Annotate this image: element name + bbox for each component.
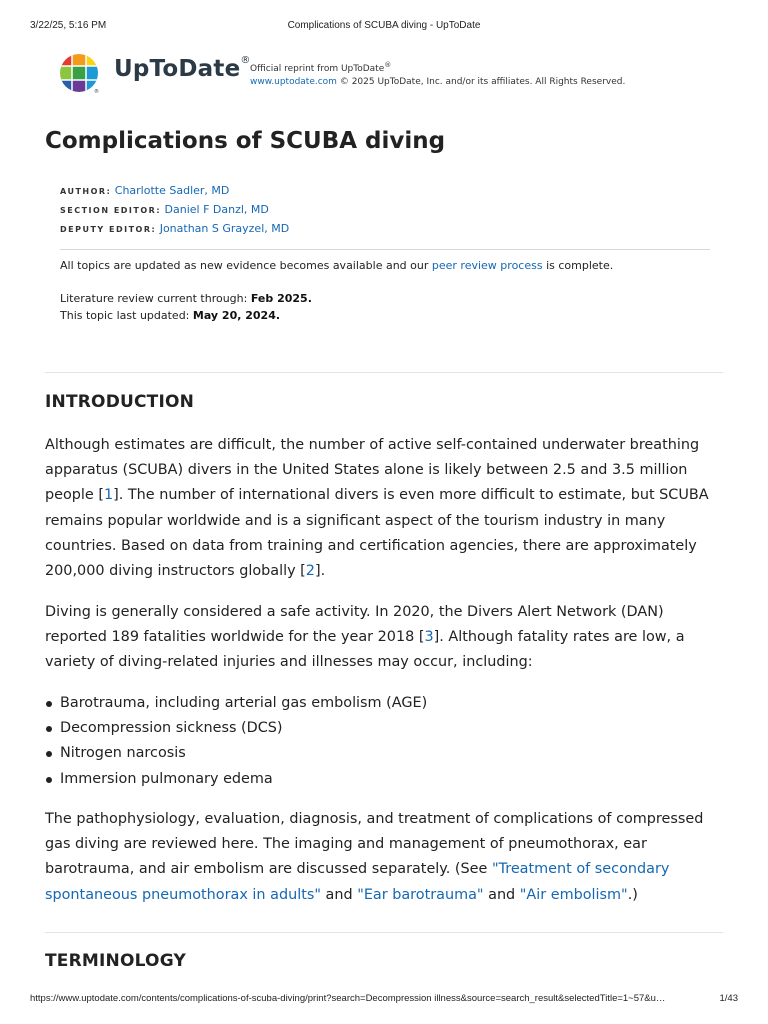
svg-text:®: ® xyxy=(94,89,99,94)
credit-deputy-editor: DEPUTY EDITOR: Jonathan S Grayzel, MD xyxy=(60,222,290,235)
print-footer xyxy=(30,993,738,1007)
reprint-label: Official reprint from UpToDate xyxy=(250,64,385,74)
print-datetime: 3/22/25, 5:16 PM xyxy=(30,20,107,31)
list-item: Immersion pulmonary edema xyxy=(45,767,725,792)
list-item: Nitrogen narcosis xyxy=(45,741,725,766)
credit-section-editor: SECTION EDITOR: Daniel F Danzl, MD xyxy=(60,203,269,216)
topic-link-pneumothorax[interactable]: "Treatment of secondary spontaneous pneumothorax in adults" xyxy=(45,861,670,903)
notice-text: is complete. xyxy=(542,259,614,272)
author-link[interactable]: Charlotte Sadler, MD xyxy=(114,184,230,197)
uptodate-logo-icon xyxy=(58,52,100,94)
complication-list xyxy=(45,691,725,792)
reprint-notice xyxy=(250,59,625,89)
list-item: Decompression sickness (DCS) xyxy=(45,716,725,741)
review-dates xyxy=(60,290,312,324)
brand-name: UpToDate xyxy=(114,56,241,82)
peer-review-link[interactable]: peer review process xyxy=(431,259,543,272)
reference-link[interactable]: 1 xyxy=(103,487,114,504)
reference-link[interactable]: 2 xyxy=(305,563,315,580)
credit-author: AUTHOR: Charlotte Sadler, MD xyxy=(60,184,230,197)
topic-link-ear-barotrauma[interactable]: "Ear barotrauma" xyxy=(357,886,484,903)
notice-text: All topics are updated as new evidence becomes available and our xyxy=(60,259,432,272)
intro-paragraph-1: Although estimates are difficult, the number of active self-contained underwater breathing apparatus (SCUBA) divers in the United States alone is likely between 2.5 and 3.5 million people [1]. The number of international divers is even more difficult to estimate, but SCUBA remains popular worldwide and is a significant aspect of the tourism industry in many countries. Based on data from training and certification agencies, there are approximately 200,000 diving instructors globally [2]. xyxy=(45,437,709,580)
article-title: Complications of SCUBA diving xyxy=(45,128,446,154)
section-heading-introduction: INTRODUCTION xyxy=(45,392,195,412)
last-updated-date: May 20, 2024. xyxy=(192,309,281,322)
topic-link-air-embolism[interactable]: "Air embolism" xyxy=(519,886,628,903)
page-number: 1/43 xyxy=(719,993,738,1004)
print-url: https://www.uptodate.com/contents/complications-of-scuba-diving/print?search=Decompression illness&source=search_result&selectedTitle=1~57&u… xyxy=(30,993,666,1004)
credit-role: AUTHOR xyxy=(60,187,107,196)
divider xyxy=(45,932,723,933)
lit-review-date: Feb 2025. xyxy=(250,292,312,305)
reprint-registered: ® xyxy=(384,61,392,69)
list-item: Barotrauma, including arterial gas embolism (AGE) xyxy=(45,691,725,716)
credit-role: DEPUTY EDITOR xyxy=(60,225,152,234)
brand-registered: ® xyxy=(240,55,251,67)
print-header xyxy=(30,20,738,34)
intro-paragraph-2: Diving is generally considered a safe activity. In 2020, the Divers Alert Network (DAN) reported 189 fatalities worldwide for the year 2018 [3]. Although fatality rates are low, a variety of diving-related injuries and illnesses may occur, including: xyxy=(45,604,685,671)
section-editor-link[interactable]: Daniel F Danzl, MD xyxy=(164,203,269,216)
lit-review-label: Literature review current through: xyxy=(60,292,251,305)
brand-wordmark xyxy=(114,56,251,82)
copyright-text: © 2025 UpToDate, Inc. and/or its affiliates. All Rights Reserved. xyxy=(339,77,626,87)
print-page-title: Complications of SCUBA diving - UpToDate xyxy=(287,20,481,31)
update-notice xyxy=(60,258,613,274)
site-link[interactable]: www.uptodate.com xyxy=(250,77,337,87)
divider xyxy=(45,372,723,373)
intro-paragraph-3: The pathophysiology, evaluation, diagnosis, and treatment of complications of compressed gas diving are reviewed here. The imaging and management of pneumothorax, ear barotrauma, and air embolism are discussed separately. (See "Treatment of secondary spontaneous pneumothorax in adults" and "Ear barotrauma" and "Air embolism".) xyxy=(45,811,704,903)
last-updated-label: This topic last updated: xyxy=(60,309,193,322)
deputy-editor-link[interactable]: Jonathan S Grayzel, MD xyxy=(159,222,290,235)
credits xyxy=(60,182,289,239)
divider xyxy=(60,249,710,250)
reference-link[interactable]: 3 xyxy=(424,629,434,646)
credit-role: SECTION EDITOR xyxy=(60,206,157,215)
section-heading-terminology: TERMINOLOGY xyxy=(45,951,186,971)
